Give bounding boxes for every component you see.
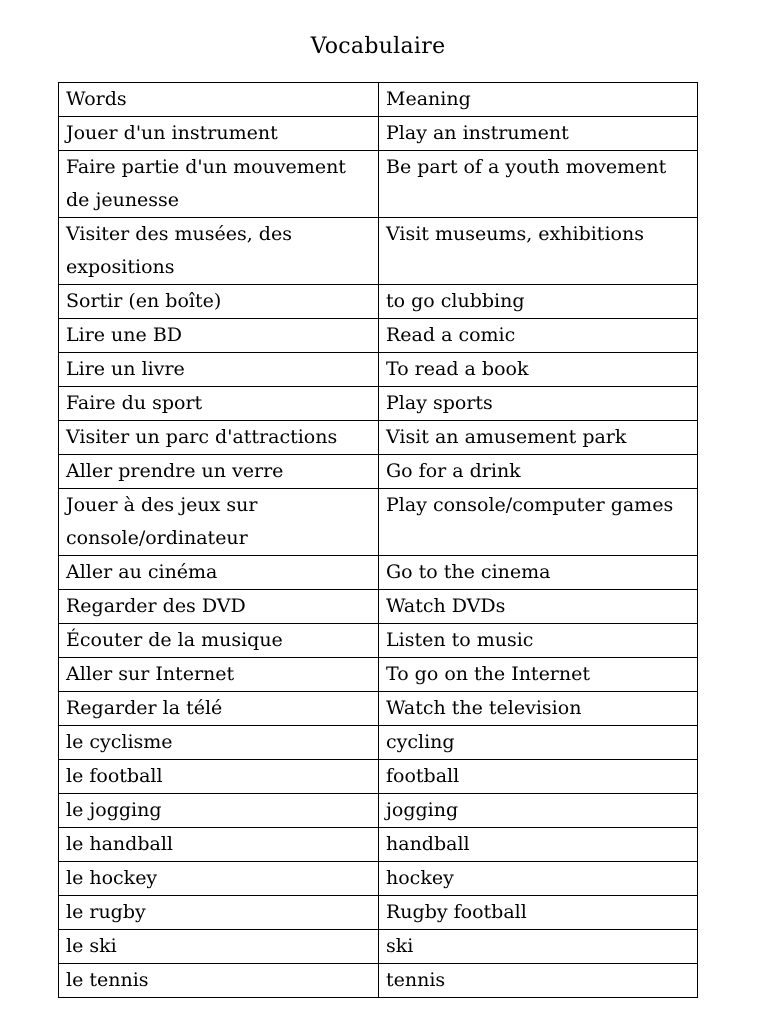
table-row [59, 794, 698, 828]
table-row [59, 760, 698, 794]
meaning-cell: handball [379, 828, 698, 862]
word-cell: le handball [59, 828, 379, 862]
table-row [59, 726, 698, 760]
meaning-cell: Play console/computer games [379, 489, 698, 556]
table-row [59, 285, 698, 319]
meaning-cell: To go on the Internet [379, 658, 698, 692]
meaning-cell: cycling [379, 726, 698, 760]
meaning-cell: Listen to music [379, 624, 698, 658]
words-column-header: Words [59, 83, 379, 117]
meaning-cell: ski [379, 930, 698, 964]
meaning-cell: hockey [379, 862, 698, 896]
table-row [59, 455, 698, 489]
meaning-cell: tennis [379, 964, 698, 998]
table-row [59, 658, 698, 692]
word-cell: Sortir (en boîte) [59, 285, 379, 319]
word-cell: le ski [59, 930, 379, 964]
word-cell: le rugby [59, 896, 379, 930]
table-row [59, 319, 698, 353]
table-row [59, 624, 698, 658]
page-title: Vocabulaire [310, 34, 446, 59]
word-cell: le jogging [59, 794, 379, 828]
word-cell: Jouer à des jeux sur console/ordinateur [59, 489, 379, 556]
word-cell: Visiter des musées, des expositions [59, 218, 379, 285]
table-row [59, 117, 698, 151]
meaning-cell: Read a comic [379, 319, 698, 353]
word-cell: Aller sur Internet [59, 658, 379, 692]
meaning-cell: Be part of a youth movement [379, 151, 698, 218]
meaning-cell: Play sports [379, 387, 698, 421]
table-row [59, 828, 698, 862]
word-cell: Faire partie d'un mouvement de jeunesse [59, 151, 379, 218]
meaning-cell: To read a book [379, 353, 698, 387]
word-cell: le football [59, 760, 379, 794]
meaning-cell: Play an instrument [379, 117, 698, 151]
word-cell: Visiter un parc d'attractions [59, 421, 379, 455]
table-row [59, 930, 698, 964]
table-row [59, 421, 698, 455]
meaning-cell: Go for a drink [379, 455, 698, 489]
table-row [59, 590, 698, 624]
word-cell: Faire du sport [59, 387, 379, 421]
table-row [59, 556, 698, 590]
word-cell: le cyclisme [59, 726, 379, 760]
vocabulary-table [58, 82, 698, 998]
meaning-cell: Rugby football [379, 896, 698, 930]
meaning-cell: Go to the cinema [379, 556, 698, 590]
meaning-cell: football [379, 760, 698, 794]
meaning-cell: jogging [379, 794, 698, 828]
table-row [59, 862, 698, 896]
word-cell: le tennis [59, 964, 379, 998]
table-row [59, 896, 698, 930]
meaning-cell: Watch DVDs [379, 590, 698, 624]
table-header-row [59, 83, 698, 117]
word-cell: Aller prendre un verre [59, 455, 379, 489]
meaning-cell: Visit an amusement park [379, 421, 698, 455]
word-cell: Regarder la télé [59, 692, 379, 726]
word-cell: Lire un livre [59, 353, 379, 387]
table-row [59, 692, 698, 726]
table-row [59, 218, 698, 285]
meaning-cell: Visit museums, exhibitions [379, 218, 698, 285]
table-row [59, 151, 698, 218]
word-cell: Aller au cinéma [59, 556, 379, 590]
meaning-cell: Watch the television [379, 692, 698, 726]
word-cell: Jouer d'un instrument [59, 117, 379, 151]
meaning-column-header: Meaning [379, 83, 698, 117]
table-row [59, 387, 698, 421]
meaning-cell: to go clubbing [379, 285, 698, 319]
table-row [59, 489, 698, 556]
word-cell: le hockey [59, 862, 379, 896]
table-row [59, 353, 698, 387]
word-cell: Regarder des DVD [59, 590, 379, 624]
table-row [59, 964, 698, 998]
word-cell: Lire une BD [59, 319, 379, 353]
word-cell: Écouter de la musique [59, 624, 379, 658]
